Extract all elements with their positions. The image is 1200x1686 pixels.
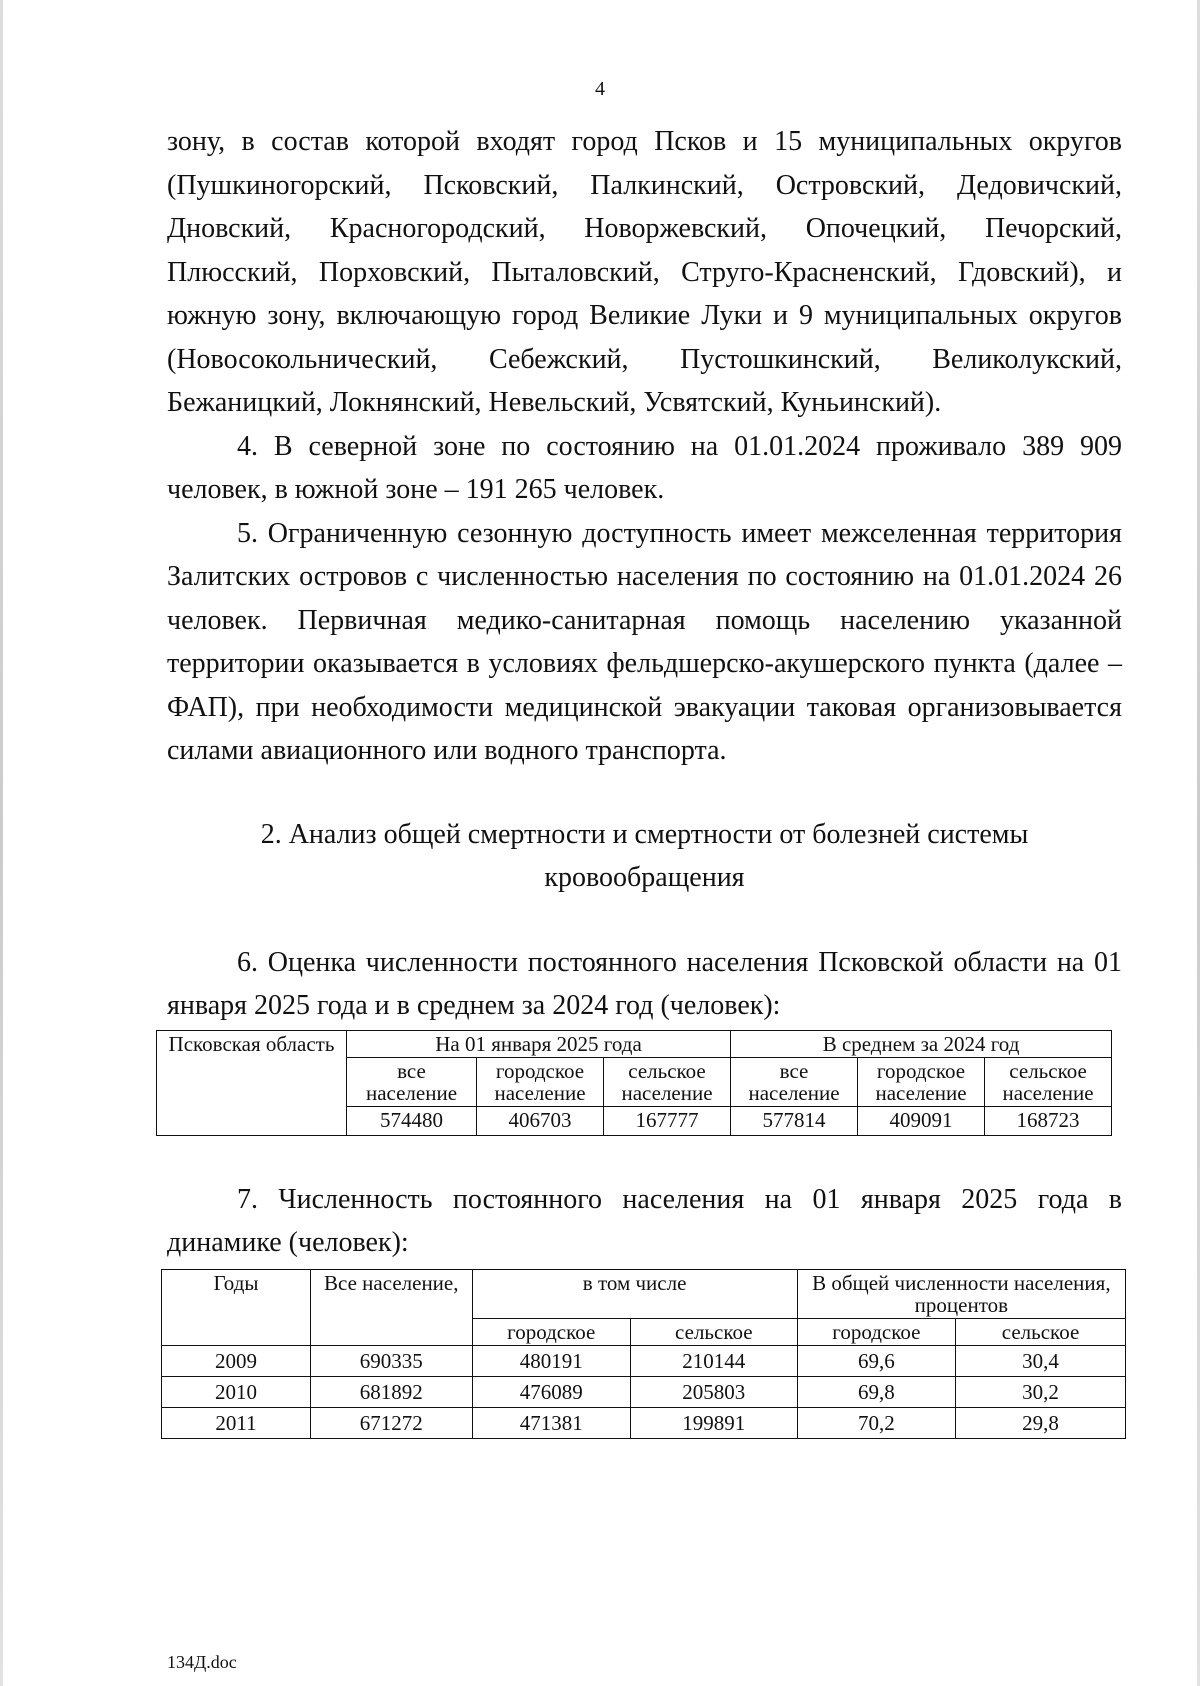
subheader-cell: все население xyxy=(347,1057,477,1106)
subheader-cell: сельское население xyxy=(604,1057,731,1106)
urban-cell: 476089 xyxy=(472,1376,630,1407)
table-row xyxy=(162,1407,1126,1438)
table1-title: 6. Оценка численности постоянного населения Псковской области на 01 января 2025 года и в среднем за 2024 год (человек): xyxy=(167,946,1122,1021)
subheader-cell: сельское население xyxy=(985,1057,1112,1106)
section-heading-line1: 2. Анализ общей смертности и смертности от болезней системы xyxy=(260,818,1029,850)
total-cell: 690335 xyxy=(311,1345,473,1376)
page-number: 4 xyxy=(595,78,605,100)
urban-pct-header-cell: городское xyxy=(797,1318,955,1345)
rural-header-cell: сельское xyxy=(630,1318,797,1345)
value-cell: 406703 xyxy=(477,1106,604,1135)
years-header-cell: Годы xyxy=(162,1269,311,1345)
paragraph-zones: зону, в состав которой входят город Псков и 15 муниципальных округов (Пушкиногорский, Псковский, Палкинский, Островский, Дедовичский, Дновский, Красногородский, Новоржевский, Опочецкий, Печорский, Плюсский, Порховский, Пыталовский, Струго-Красненский, Гдовский), и южную зону, включающую город Великие Луки и 9 муниципальных округов (Новосокольнический, Себежский, Пустошкинский, Великолукский, Бежаницкий, Локнянский, Невельский, Усвятский, Куньинский). xyxy=(167,126,1122,418)
table2-title: 7. Численность постоянного населения на 01 января 2025 года в динамике (человек): xyxy=(167,1183,1122,1258)
rural-pct-header-cell: сельское xyxy=(956,1318,1126,1345)
table-row xyxy=(162,1345,1126,1376)
share-header-cell: В общей численности населения, процентов xyxy=(797,1269,1125,1318)
rural-cell: 205803 xyxy=(630,1376,797,1407)
subheader-cell: городское население xyxy=(858,1057,985,1106)
value-cell: 577814 xyxy=(731,1106,858,1135)
population-estimate-table xyxy=(156,1030,1112,1136)
section-heading xyxy=(167,813,1122,899)
total-cell: 671272 xyxy=(311,1407,473,1438)
value-cell: 167777 xyxy=(604,1106,731,1135)
total-header-cell: Все население, xyxy=(311,1269,473,1345)
year-cell: 2011 xyxy=(162,1407,311,1438)
urban-cell: 471381 xyxy=(472,1407,630,1438)
group2-header-cell: В среднем за 2024 год xyxy=(731,1030,1112,1057)
footer-filename: 134Д.doc xyxy=(167,1652,237,1672)
including-header-cell: в том числе xyxy=(472,1269,797,1318)
population-dynamics-table xyxy=(161,1269,1126,1439)
rural-pct-cell: 30,2 xyxy=(956,1376,1126,1407)
urban-cell: 480191 xyxy=(472,1345,630,1376)
rural-pct-cell: 29,8 xyxy=(956,1407,1126,1438)
year-cell: 2010 xyxy=(162,1376,311,1407)
region-header-cell: Псковская область xyxy=(157,1030,347,1135)
subheader-cell: городское население xyxy=(477,1057,604,1106)
paragraph-5: 5. Ограниченную сезонную доступность имеет межселенная территория Залитских островов с численностью населения по состоянию на 01.01.2024 26 человек. Первичная медико-санитарная помощь населению указанной территории оказывается в условиях фельдшерско-акушерского пункта (далее – ФАП), при необходимости медицинской эвакуации таковая организовывается силами авиационного или водного транспорта. xyxy=(167,517,1122,766)
document-body xyxy=(167,120,1122,1439)
urban-pct-cell: 70,2 xyxy=(797,1407,955,1438)
total-cell: 681892 xyxy=(311,1376,473,1407)
paragraph-4: 4. В северной зоне по состоянию на 01.01.2024 проживало 389 909 человек, в южной зоне – 191 265 человек. xyxy=(167,430,1122,505)
group1-header-cell: На 01 января 2025 года xyxy=(347,1030,731,1057)
value-cell: 409091 xyxy=(858,1106,985,1135)
subheader-cell: все население xyxy=(731,1057,858,1106)
section-heading-line2: кровообращения xyxy=(544,861,745,893)
value-cell: 168723 xyxy=(985,1106,1112,1135)
year-cell: 2009 xyxy=(162,1345,311,1376)
table-row xyxy=(162,1376,1126,1407)
rural-pct-cell: 30,4 xyxy=(956,1345,1126,1376)
urban-pct-cell: 69,6 xyxy=(797,1345,955,1376)
page-edge-left xyxy=(0,0,3,1686)
rural-cell: 210144 xyxy=(630,1345,797,1376)
urban-pct-cell: 69,8 xyxy=(797,1376,955,1407)
urban-header-cell: городское xyxy=(472,1318,630,1345)
value-cell: 574480 xyxy=(347,1106,477,1135)
rural-cell: 199891 xyxy=(630,1407,797,1438)
